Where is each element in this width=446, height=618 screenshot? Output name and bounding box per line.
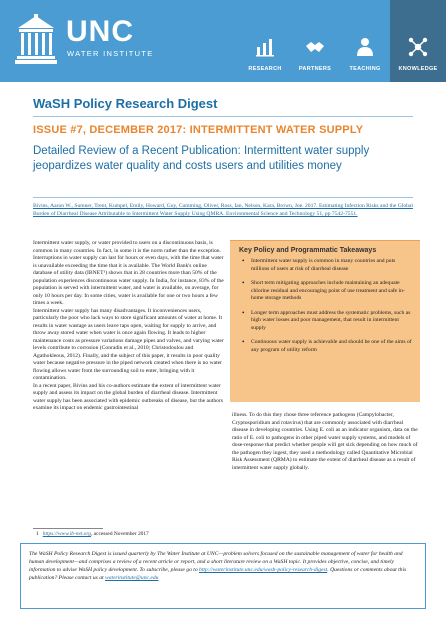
nav-teaching[interactable]	[340, 0, 390, 82]
paragraph: Intermittent water supply, or water provided to users on a discontinuous basis, is common in many countries. In fact, in some it is the norm rather than the exception. Interruptions in water supply can last for hours or even days, with the time that water is unavailable exceeding the time that it is available. The World Bank's online database of utility data (IBNET¹) shows that in 28 countries more than 50% of the population experiences discontinuous water supply. In India, for instance, 83% of the population is served with intermittent water, and water is available, on average, for only 10 hours per day. In some cities, water is available for one or two hours a few times a week.	[33, 240, 224, 306]
person-icon	[354, 36, 376, 58]
footnote-rule	[33, 528, 103, 529]
divider	[33, 116, 413, 117]
paragraph: illness. To do this they chose three reference pathogens (Campylobacter, Cryptosporidium and rotavirus) that are commonly associated with diarrheal disease in developing countries. Using E. coli as an indicator organism, data on the ratio of E. coli to pathogens in other piped water supply systems, and models of dose-response that predict whether people will get sick depending on how much of the pathogen they ingest, they used a methodology called Quantitative Microbial Risk Assessment (QRMA) to estimate the extent of diarrheal disease as a result of intermittent water supply globally.	[232, 412, 418, 471]
nav-research[interactable]	[240, 0, 290, 82]
footer-box	[20, 543, 426, 609]
handshake-icon	[304, 36, 326, 58]
takeaway-item: • Short term mitigating approaches include maintaining an adequate chlorine residual and encouraging point of use treatment and safe in-home storage methods	[240, 280, 412, 303]
nav-research-label: RESEARCH	[248, 66, 282, 72]
issue-title: ISSUE #7, DECEMBER 2017: INTERMITTENT WATER SUPPLY	[33, 124, 364, 136]
chart-icon	[254, 36, 276, 58]
divider	[33, 197, 413, 198]
takeaway-item: • Continuous water supply is achievable and should be one of the aims of any program of utility reform	[240, 339, 412, 354]
main-nav	[240, 0, 446, 82]
subscribe-link[interactable]: http://waterinstitute.unc.edu/wash-policy-research-digest	[199, 567, 328, 573]
digest-title: WaSH Policy Research Digest	[33, 96, 218, 111]
paragraph: In a recent paper, Bivins and his co-authors estimate the extent of intermittent water supply and assess its impact on the global burden of diarrheal disease. Intermittent water supply has been associated with epidemic outbreaks of disease, but the authors examine its impact on endemic gastrointestinal	[33, 382, 223, 411]
takeaway-item: • Intermittent water supply is common in many countries and puts millions of users at risk of diarrheal disease	[240, 258, 412, 273]
takeaways-box	[230, 240, 420, 402]
unc-logo[interactable]	[14, 14, 204, 66]
site-header	[0, 0, 446, 82]
footnote-link[interactable]: https://www.ib-net.org	[42, 531, 91, 537]
footer-text-2: . Questions or comments about this publication? Please contact us at	[29, 567, 407, 581]
network-icon	[407, 36, 429, 58]
citation-link[interactable]: Bivins, Aaron W., Sumner, Trent, Kumpel, Emily, Howard, Guy, Cumming, Oliver, Ross, Ian, Nelson, Kara, Brown, Joe. 2017. Estimating Infection Risks and the Global Burden of Diarrheal Disease Attributable to Intermittent Water Supply Using QMRA. Environmental Science and Technology 51, pp 7542-7551.	[33, 203, 413, 217]
logo-text: UNC	[66, 15, 134, 48]
right-column	[232, 412, 418, 472]
footnote	[36, 531, 149, 537]
email-link[interactable]: waterinstitute@unc.edu	[104, 575, 159, 581]
nav-partners-label: PARTNERS	[298, 66, 332, 72]
logo-subtitle: WATER INSTITUTE	[67, 49, 154, 58]
paragraph: Intermittent water supply has many disadvantages. It inconveniences users, particularly the poor who lack ways to store significant amounts of water at home. It results in water wastage as users leave taps open, waiting for supply to arrive, and throw away stored water when water is once again flowing. It leads to higher maintenance costs as pressure variations damage pipes and valves, and varying water levels contribute to corrosion (Conradin et al., 2010; Christodoulou and Agathokleous, 2012). Finally, and the subject of this paper, it results in poor quality water because negative pressure in the piped network created when there is no water flowing allows water from the surrounding soil to enter, bringing with it contamination.	[33, 307, 224, 381]
footnote-number: 1	[36, 531, 39, 537]
takeaway-item: • Longer term approaches must address the systematic problems, such as high water losses and poor management, that result in intermittent supply	[240, 310, 412, 333]
nav-knowledge[interactable]	[390, 0, 446, 82]
article-title: Detailed Review of a Recent Publication: Intermittent water supply jeopardizes water quality and costs users and utilities money	[33, 145, 370, 172]
nav-knowledge-label: KNOWLEDGE	[398, 66, 438, 72]
old-well-icon	[14, 14, 58, 66]
footer-text	[29, 550, 417, 582]
footnote-suffix: , accessed November 2017	[90, 531, 149, 537]
nav-partners[interactable]	[290, 0, 340, 82]
left-column	[33, 240, 225, 413]
footer-text-1: The WaSH Policy Research Digest is issued quarterly by The Water Institute at UNC—problem solvers focused on the sustainable management of water for health and human development—and comprises a review of a recent article or report, and a short literature review on a WaSH topic. It provides objective, concise, and timely information to advise WaSH policy development. To subscribe, please go to	[29, 551, 403, 573]
nav-teaching-label: TEACHING	[349, 66, 381, 72]
takeaways-title: Key Policy and Programmatic Takeaways	[239, 247, 377, 254]
takeaways-list	[230, 254, 420, 354]
